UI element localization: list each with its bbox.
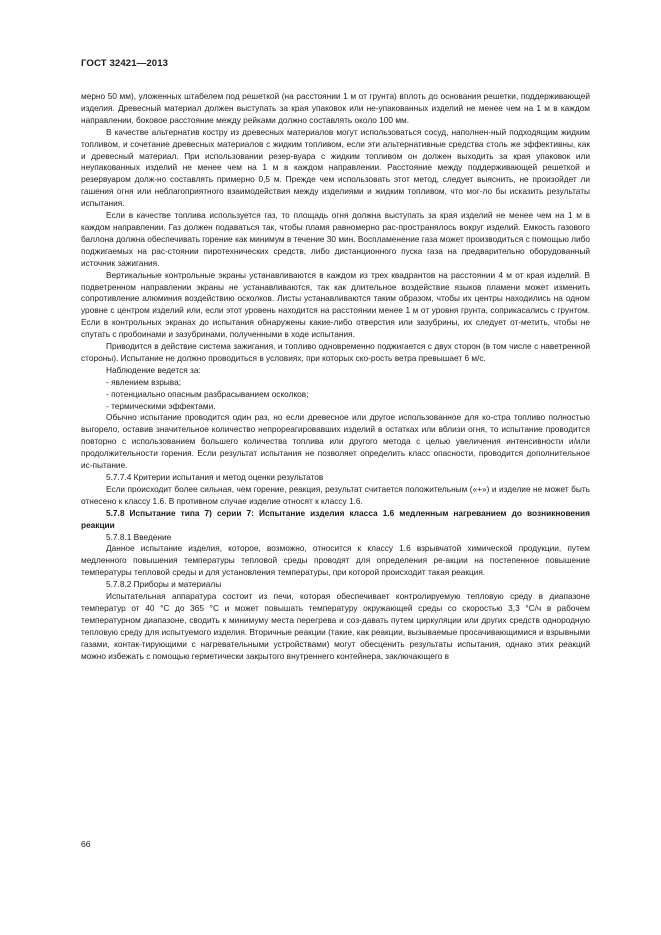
paragraph: В качестве альтернатив костру из древесных материалов могут использоваться сосуд, наполнен-ный подходящим жидким топливом, и сочетание древесных материалов с жидким топливом, если эти альтернативные средства столь же эффективны, как и древесный материал. При использовании резер-вуара с жидким топливом он должен выходить за края упаковок или неупакованных изделий не менее чем на 1 м в каждом направлении. Расстояние между поддерживающей решеткой и резервуаром долж-но составлять примерно 0,5 м. Прежде чем использовать этот метод, следует выяснить, не произойдет ли гашения огня или неблагоприятного взаимодействия между изделиями и жидким топливом, что мог-ло бы исказить результаты испытания. — [81, 126, 590, 209]
section-heading: 5.7.8 Испытание типа 7) серии 7: Испытание изделия класса 1.6 медленным нагреванием до возникновения реакции — [81, 507, 590, 530]
paragraph: Наблюдение ведется за: — [106, 364, 201, 375]
list-item: - термическими эффектами. — [106, 400, 216, 411]
paragraph: Испытательная аппаратура состоит из печи, которая обеспечивает контролируемую тепловую среду в диапазоне температур от 40 °С до 365 °С и может повышать температуру окружающей среды со скоростью 3,3 °С/ч в рабочем температурном диапазоне, сводить к минимуму места перегрева и соз-давать путем циркуляции или других средств однородную тепловую среду для испытуемого изделия. Вторичные реакции (такие, как реакции, вызываемые просачивающимися и взрывными газами, контак-тирующими с нагревательными устройствами) могут обесценить результаты испытания, однако этих реакций можно избежать с помощью герметически закрытого внутреннего контейнера, заключающего в — [81, 591, 590, 661]
subsection-heading: 5.7.8.2 Приборы и материалы — [106, 579, 222, 590]
paragraph: Если происходит более сильная, чем горение, реакция, результат считается положительным («+») и изделие не может быть отнесено к классу 1.6. В противном случае изделие относят к классу 1.6. — [81, 483, 590, 506]
paragraph: Приводится в действие система зажигания, и топливо одновременно поджигается с двух сторон (в том числе с наветренной стороны). Испытание не должно проводиться в условиях, при которых ско-рость ветра превышает 6 м/с. — [81, 341, 590, 363]
paragraph: мерно 50 мм), уложенных штабелем под решеткой (на расстоянии 1 м от грунта) вплоть до основания решетки, поддерживающей изделия. Древесный материал должен выступать за края упаковок или не-упакованных изделий не менее чем на 1 м в каждом направлении, боковое расстояние между рейками должно составлять около 100 мм. — [81, 91, 590, 125]
paragraph: Если в качестве топлива используется газ, то площадь огня должна выступать за края изделий не менее чем на 1 м в каждом направлении. Газ должен подаваться так, чтобы пламя равномерно рас-пространялось вокруг изделий. Емкость газового баллона должна обеспечивать горение как минимум в течение 30 мин. Воспламенение газа может производиться с помощью либо поджигаемых на рас-стоянии пиротехнических средств, либо дистанционного пуска газа на предварительно оборудованный источник зажигания. — [81, 210, 590, 268]
paragraph: Вертикальные контрольные экраны устанавливаются в каждом из трех квадрантов на расстоянии 4 м от края изделий. В подветренном направлении экраны не устанавливаются, так как длительное воздействие языков пламени может изменить сопротивление алюминия воздействию осколков. Листы устанавливаются таким образом, чтобы их центры находились на одном уровне с центром изделий или, если этот уровень находится на расстоянии менее 1 м от уровня грунта, соприкасались с грунтом. Если в контрольных экранах до испытания обнаружены какие-либо отверстия или зазубрины, их следует от-метить, чтобы не спутать с пробоинами и зазубринами, полученными в ходе испытания. — [81, 269, 590, 340]
list-item: - явлением взрыва; — [106, 376, 182, 387]
paragraph: Обычно испытание проводится один раз, но если древесное или другое использованное для ко-стра топливо полностью выгорело, оставив значительное количество непрореагировавших изделий в остатках или вблизи огня, то испытание проводится повторно с использованием большего количества топлива или другого метода с целью увеличения интенсивности и/или продолжительности горения. Если результат испытания не позволяет определить класс опасности, проводится дополнительное ис-пытание. — [81, 412, 590, 471]
subsection-heading: 5.7.8.1 Введение — [106, 531, 172, 542]
page-number: 66 — [81, 839, 91, 849]
list-item: - потенциально опасным разбрасыванием осколков; — [106, 388, 309, 399]
paragraph: Данное испытание изделия, которое, возможно, относится к классу 1.6 взрывчатой химической продукции, путем медленного повышения температуры тепловой среды проводят для определения ре-акции на постепенное повышение температуры тепловой среды и для установления температуры, при которой происходит такая реакция. — [81, 543, 590, 578]
document-body — [81, 91, 590, 663]
subsection-heading: 5.7.7.4 Критерии испытания и метод оценки результатов — [106, 472, 324, 482]
document-header: ГОСТ 32421—2013 — [81, 58, 169, 69]
